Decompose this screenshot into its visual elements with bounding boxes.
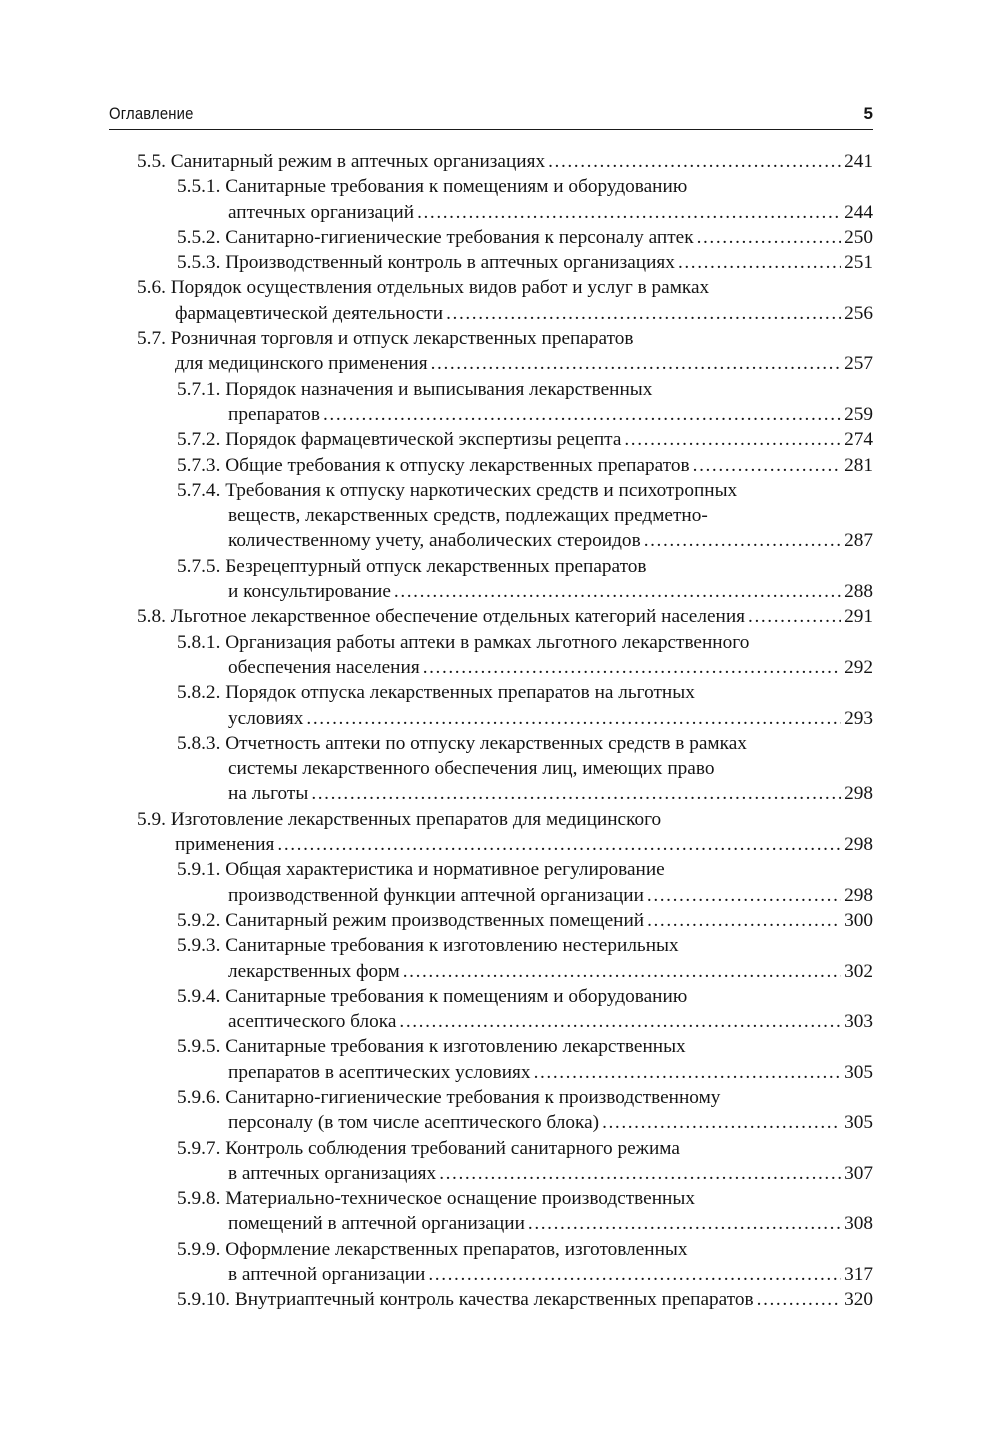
toc-entry-title: 5.9.2. Санитарный режим производственных помещений bbox=[177, 909, 645, 931]
toc-entry-title: 5.7.4. Требования к отпуску наркотических средств и психотропных bbox=[177, 479, 738, 501]
dot-leader bbox=[647, 908, 841, 933]
toc-entry-title: веществ, лекарственных средств, подлежащих предметно- bbox=[228, 505, 708, 527]
toc-entry[interactable] bbox=[0, 453, 1000, 478]
dot-leader bbox=[647, 883, 841, 908]
toc-page-number: 251 bbox=[844, 252, 873, 274]
running-header bbox=[109, 101, 873, 130]
dot-leader bbox=[439, 1161, 841, 1186]
dot-leader bbox=[423, 655, 841, 680]
toc-entry[interactable] bbox=[0, 984, 1000, 1035]
toc-entry[interactable] bbox=[0, 377, 1000, 428]
toc-page-number: 307 bbox=[844, 1162, 873, 1184]
toc-page-number: 303 bbox=[844, 1011, 873, 1033]
toc-page-number: 250 bbox=[844, 226, 873, 248]
dot-leader bbox=[428, 1262, 841, 1287]
toc-entry[interactable] bbox=[0, 174, 1000, 225]
toc-page-number: 292 bbox=[844, 656, 873, 678]
toc-page-number: 302 bbox=[844, 960, 873, 982]
toc-page-number: 244 bbox=[844, 201, 873, 223]
dot-leader bbox=[306, 706, 841, 731]
dot-leader bbox=[431, 351, 841, 376]
toc-entry[interactable] bbox=[0, 731, 1000, 807]
dot-leader bbox=[548, 149, 841, 174]
dot-leader bbox=[311, 781, 841, 806]
toc-page-number: 287 bbox=[844, 530, 873, 552]
toc-entry-title: лекарственных форм bbox=[228, 960, 400, 982]
dot-leader bbox=[602, 1110, 841, 1135]
toc-entry-title: асептического блока bbox=[228, 1011, 397, 1033]
toc-page-number: 259 bbox=[844, 403, 873, 425]
toc-entry[interactable] bbox=[0, 908, 1000, 933]
dot-leader bbox=[399, 1009, 841, 1034]
toc-entry[interactable] bbox=[0, 857, 1000, 908]
toc-entry-title: количественному учету, анаболических стероидов bbox=[228, 530, 641, 552]
toc-entry[interactable] bbox=[0, 680, 1000, 731]
toc-entry-title: препаратов bbox=[228, 403, 321, 425]
toc-entry-title: 5.7.3. Общие требования к отпуску лекарственных препаратов bbox=[177, 454, 690, 476]
toc-entry[interactable] bbox=[0, 604, 1000, 629]
toc-entry-title: 5.7.5. Безрецептурный отпуск лекарственных препаратов bbox=[177, 555, 647, 577]
toc-entry-title: 5.7.2. Порядок фармацевтической экспертизы рецепта bbox=[177, 429, 622, 451]
dot-leader bbox=[748, 604, 841, 629]
toc-page-number: 320 bbox=[844, 1289, 873, 1311]
toc-page-number: 281 bbox=[844, 454, 873, 476]
toc-page-number: 298 bbox=[844, 783, 873, 805]
toc-entry[interactable] bbox=[0, 1136, 1000, 1187]
toc-entry-title: фармацевтической деятельности bbox=[175, 302, 444, 324]
toc-entry-title: для медицинского применения bbox=[175, 353, 428, 375]
dot-leader bbox=[528, 1211, 841, 1236]
toc-entry-title: 5.9.5. Санитарные требования к изготовлению лекарственных bbox=[177, 1036, 686, 1058]
dot-leader bbox=[534, 1060, 842, 1085]
toc-entry-title: условиях bbox=[228, 707, 304, 729]
toc-entry-title: 5.9. Изготовление лекарственных препаратов для медицинского bbox=[137, 808, 662, 830]
toc-entry-title: 5.9.3. Санитарные требования к изготовлению нестерильных bbox=[177, 935, 679, 957]
toc-entry[interactable] bbox=[0, 427, 1000, 452]
toc-entry[interactable] bbox=[0, 933, 1000, 984]
toc-page-number: 256 bbox=[844, 302, 873, 324]
toc-page-number: 317 bbox=[844, 1264, 873, 1286]
toc-entry[interactable] bbox=[0, 225, 1000, 250]
dot-leader bbox=[693, 453, 841, 478]
toc-entry-title: 5.5.3. Производственный контроль в аптечных организациях bbox=[177, 252, 675, 274]
toc-entry[interactable] bbox=[0, 630, 1000, 681]
toc-page-number: 308 bbox=[844, 1213, 873, 1235]
dot-leader bbox=[417, 200, 841, 225]
dot-leader bbox=[678, 250, 841, 275]
toc-entry-title: 5.7. Розничная торговля и отпуск лекарственных препаратов bbox=[137, 328, 634, 350]
dot-leader bbox=[697, 225, 842, 250]
toc-entry-title: системы лекарственного обеспечения лиц, имеющих право bbox=[228, 758, 715, 780]
toc-page-number: 274 bbox=[844, 429, 873, 451]
toc-page-number: 257 bbox=[844, 353, 873, 375]
toc-entry-title: 5.5.2. Санитарно-гигиенические требования к персоналу аптек bbox=[177, 226, 694, 248]
toc-entry-title: 5.5. Санитарный режим в аптечных организациях bbox=[137, 151, 546, 172]
toc-page-number: 298 bbox=[844, 884, 873, 906]
toc-entry[interactable] bbox=[0, 1186, 1000, 1237]
toc-entry[interactable] bbox=[0, 1287, 1000, 1312]
toc-entry-title: производственной функции аптечной организации bbox=[228, 884, 644, 906]
toc-entry-title: 5.7.1. Порядок назначения и выписывания лекарственных bbox=[177, 378, 653, 400]
toc-entry[interactable] bbox=[0, 326, 1000, 377]
toc-entry-title: аптечных организаций bbox=[228, 201, 415, 223]
toc-entry-title: препаратов в асептических условиях bbox=[228, 1061, 531, 1083]
toc-entry-title: 5.8. Льготное лекарственное обеспечение отдельных категорий населения bbox=[137, 606, 746, 628]
table-of-contents bbox=[0, 149, 1000, 1313]
dot-leader bbox=[446, 301, 841, 326]
toc-entry-title: помещений в аптечной организации bbox=[228, 1213, 525, 1235]
toc-page-number: 241 bbox=[844, 151, 873, 172]
header-page-number: 5 bbox=[863, 104, 873, 123]
toc-entry-title: 5.8.2. Порядок отпуска лекарственных препаратов на льготных bbox=[177, 682, 695, 704]
toc-entry-title: в аптечной организации bbox=[228, 1264, 426, 1286]
toc-entry[interactable] bbox=[0, 807, 1000, 858]
toc-page-number: 298 bbox=[844, 834, 873, 856]
dot-leader bbox=[757, 1287, 841, 1312]
toc-entry[interactable] bbox=[0, 275, 1000, 326]
toc-entry-title: и консультирование bbox=[228, 581, 391, 603]
toc-entry-title: 5.9.4. Санитарные требования к помещениям и оборудованию bbox=[177, 985, 688, 1007]
toc-entry[interactable] bbox=[0, 250, 1000, 275]
toc-entry-title: обеспечения населения bbox=[228, 656, 420, 678]
toc-page-number: 305 bbox=[844, 1061, 873, 1083]
dot-leader bbox=[323, 402, 841, 427]
toc-entry-title: персоналу (в том числе асептического блока) bbox=[228, 1112, 600, 1134]
toc-page-number: 291 bbox=[844, 606, 873, 628]
toc-entry-title: 5.8.1. Организация работы аптеки в рамках льготного лекарственного bbox=[177, 631, 750, 653]
toc-entry-title: на льготы bbox=[228, 783, 309, 805]
toc-entry[interactable] bbox=[0, 1034, 1000, 1085]
dot-leader bbox=[394, 579, 841, 604]
toc-entry-title: в аптечных организациях bbox=[228, 1162, 437, 1184]
toc-entry-title: 5.8.3. Отчетность аптеки по отпуску лекарственных средств в рамках bbox=[177, 732, 747, 754]
toc-entry-title: 5.5.1. Санитарные требования к помещениям и оборудованию bbox=[177, 176, 688, 198]
toc-entry-title: 5.9.10. Внутриаптечный контроль качества лекарственных препаратов bbox=[177, 1289, 754, 1311]
toc-entry[interactable] bbox=[0, 149, 1000, 174]
dot-leader bbox=[403, 959, 841, 984]
toc-page-number: 300 bbox=[844, 909, 873, 931]
toc-entry[interactable] bbox=[0, 1085, 1000, 1136]
dot-leader bbox=[624, 427, 841, 452]
toc-entry-title: применения bbox=[175, 834, 275, 856]
toc-entry-title: 5.9.6. Санитарно-гигиенические требования к производственному bbox=[177, 1086, 721, 1108]
toc-entry-title: 5.9.8. Материально-техническое оснащение производственных bbox=[177, 1188, 695, 1210]
dot-leader bbox=[644, 528, 841, 553]
toc-entry-title: 5.9.7. Контроль соблюдения требований санитарного режима bbox=[177, 1137, 680, 1159]
toc-entry-title: 5.6. Порядок осуществления отдельных видов работ и услуг в рамках bbox=[137, 277, 710, 299]
dot-leader bbox=[277, 832, 841, 857]
toc-entry-title: 5.9.1. Общая характеристика и нормативное регулирование bbox=[177, 859, 665, 881]
toc-entry-title: 5.9.9. Оформление лекарственных препаратов, изготовленных bbox=[177, 1238, 688, 1260]
toc-page-number: 288 bbox=[844, 581, 873, 603]
toc-page-number: 305 bbox=[844, 1112, 873, 1134]
toc-entry[interactable] bbox=[0, 1237, 1000, 1288]
header-title: Оглавление bbox=[109, 105, 194, 123]
toc-page-number: 293 bbox=[844, 707, 873, 729]
toc-entry[interactable] bbox=[0, 554, 1000, 605]
toc-entry[interactable] bbox=[0, 478, 1000, 554]
